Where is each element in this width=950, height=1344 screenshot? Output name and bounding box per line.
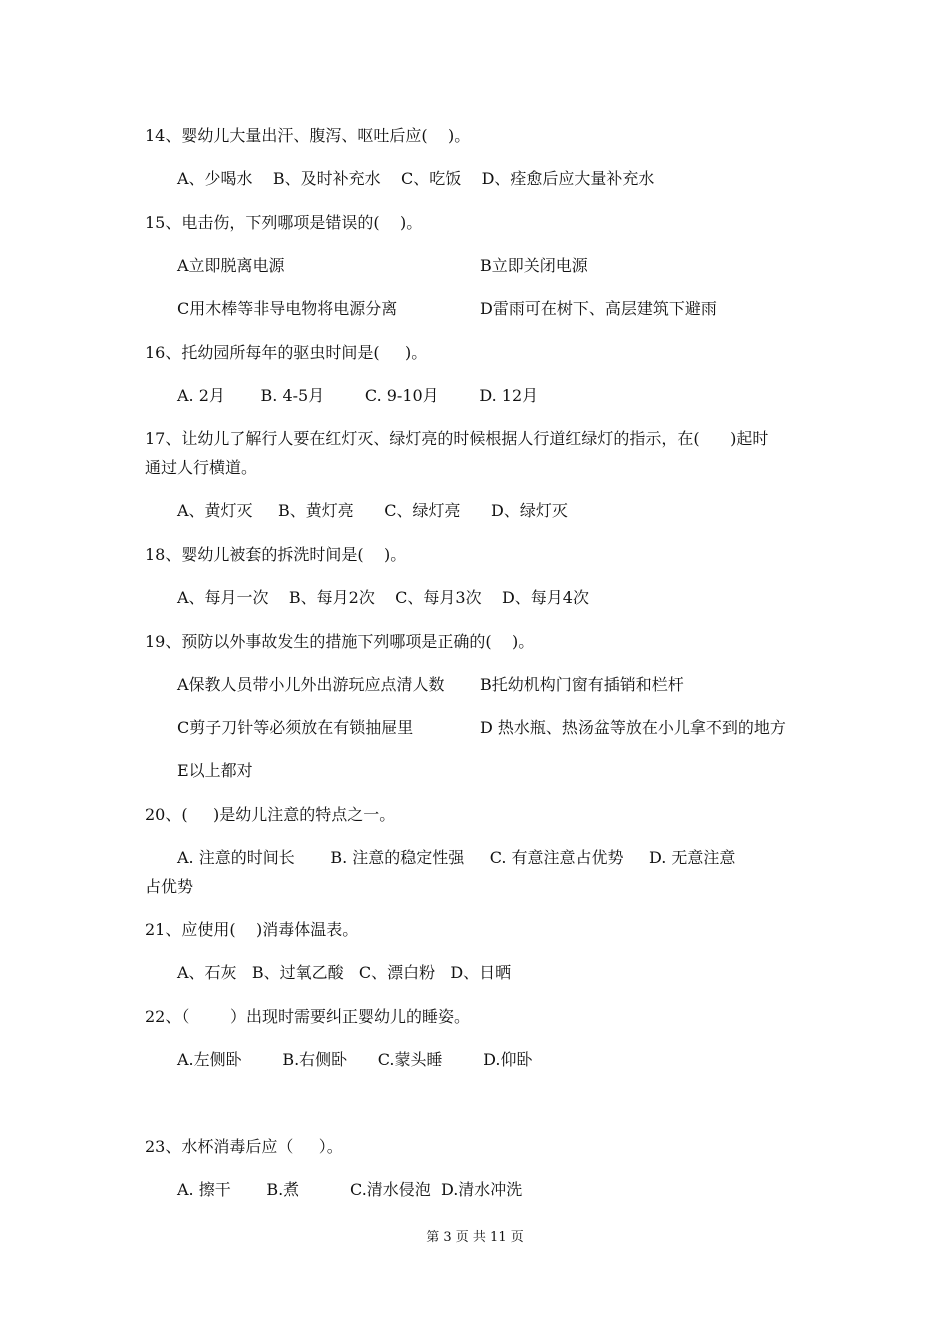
- q15-option-b: B立即关闭电源: [480, 256, 588, 275]
- q15-option-d: D雷雨可在树下、高层建筑下避雨: [480, 299, 717, 318]
- q19-option-e: E以上都对: [177, 761, 253, 780]
- q15-option-c: C用木棒等非导电物将电源分离: [177, 299, 398, 318]
- q15-stem: 15、电击伤，下列哪项是错误的( )。: [145, 213, 423, 232]
- q17-options: A、黄灯灭 B、黄灯亮 C、绿灯亮 D、绿灯灭: [177, 501, 568, 520]
- q19-option-b: B托幼机构门窗有插销和栏杆: [480, 675, 684, 694]
- q14-options: A、少喝水 B、及时补充水 C、吃饭 D、痊愈后应大量补充水: [177, 169, 655, 188]
- q20-options-line1: A. 注意的时间长 B. 注意的稳定性强 C. 有意注意占优势 D. 无意注意: [177, 848, 736, 867]
- q15-option-a: A立即脱离电源: [177, 256, 285, 275]
- q19-stem: 19、预防以外事故发生的措施下列哪项是正确的( )。: [145, 632, 535, 651]
- q16-options: A. 2月 B. 4-5月 C. 9-10月 D. 12月: [177, 386, 539, 405]
- q17-stem-line2: 通过人行横道。: [145, 458, 258, 477]
- q14-stem: 14、婴幼儿大量出汗、腹泻、呕吐后应( )。: [145, 126, 471, 145]
- q23-stem: 23、水杯消毒后应（ ）。: [145, 1137, 343, 1156]
- q22-stem: 22、（ ）出现时需要纠正婴幼儿的睡姿。: [145, 1007, 471, 1026]
- q17-stem-line1: 17、让幼儿了解行人要在红灯灭、绿灯亮的时候根据人行道红绿灯的指示，在( )起时: [145, 429, 769, 448]
- q21-options: A、石灰 B、过氧乙酸 C、漂白粉 D、日晒: [177, 963, 512, 982]
- q19-option-a: A保教人员带小儿外出游玩应点清人数: [177, 675, 445, 694]
- q18-options: A、每月一次 B、每月2次 C、每月3次 D、每月4次: [177, 588, 589, 607]
- q22-options: A.左侧卧 B.右侧卧 C.蒙头睡 D.仰卧: [177, 1050, 533, 1069]
- q19-option-d: D 热水瓶、热汤盆等放在小儿拿不到的地方: [480, 718, 786, 737]
- q20-stem: 20、( )是幼儿注意的特点之一。: [145, 805, 396, 824]
- q16-stem: 16、托幼园所每年的驱虫时间是( )。: [145, 343, 428, 362]
- q20-options-line2: 占优势: [145, 877, 194, 896]
- q19-option-c: C剪子刀针等必须放在有锁抽屉里: [177, 718, 414, 737]
- q18-stem: 18、婴幼儿被套的拆洗时间是( )。: [145, 545, 407, 564]
- q23-options: A. 擦干 B.煮 C.清水侵泡 D.清水冲洗: [177, 1180, 523, 1199]
- page-footer: 第 3 页 共 11 页: [426, 1230, 524, 1245]
- q21-stem: 21、应使用( )消毒体温表。: [145, 920, 359, 939]
